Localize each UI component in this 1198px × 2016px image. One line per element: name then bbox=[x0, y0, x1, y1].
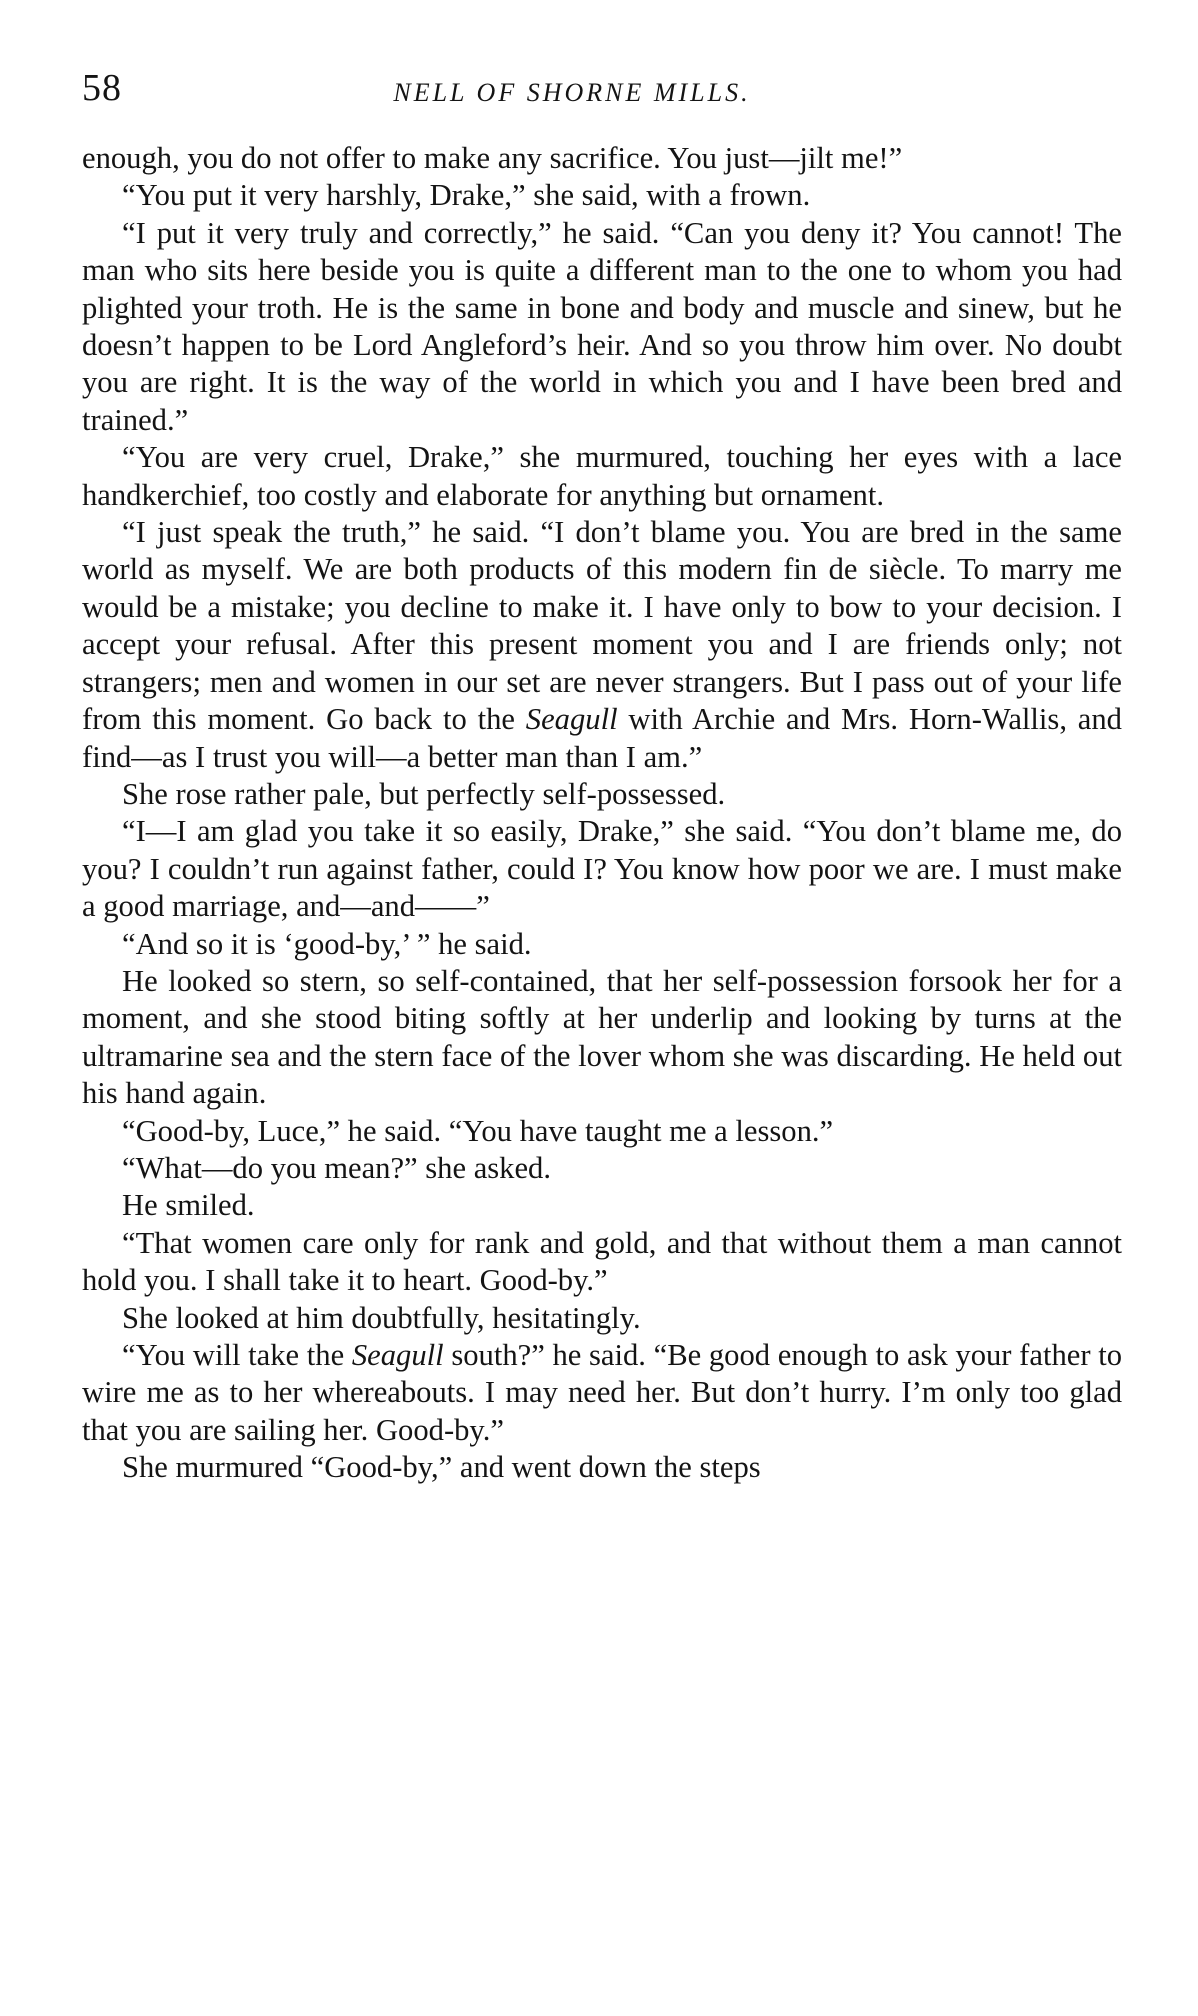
ship-name: Seagull bbox=[351, 1338, 444, 1372]
paragraph: She murmured “Good-by,” and went down the steps bbox=[122, 1450, 761, 1485]
paragraph: He looked so stern, so self-contained, that her self-possession forsook her for a moment, and she stood biting softly at her underlip and looking by turns at the ultramarine sea and the stern face of the lover whom she was discarding. He held out his hand again. bbox=[82, 963, 1122, 1111]
ship-name: Seagull bbox=[525, 702, 618, 737]
paragraph-text: south?” he said. “Be good enough to ask your father to wire me as to her whereabouts. I may need her. But don’t hurry. I’m only too glad that you are sailing her. Good-by.” bbox=[82, 1338, 1122, 1447]
body-text bbox=[82, 140, 1122, 1487]
paragraph: “That women care only for rank and gold, and that without them a man cannot hold you. I shall take it to heart. Good-by.” bbox=[82, 1225, 1122, 1298]
paragraph: “I put it very truly and correctly,” he said. “Can you deny it? You cannot! The man who sits here beside you is quite a different man to the one to whom you had plighted your troth. He is the same in bone and body and muscle and sinew, but he doesn’t happen to be Lord Angleford’s heir. And so you throw him over. No doubt you are right. It is the way of the world in which you and I have been bred and trained.” bbox=[82, 215, 1122, 437]
paragraph: She rose rather pale, but perfectly self-possessed. bbox=[122, 776, 726, 811]
paragraph-text: “You will take the bbox=[122, 1338, 352, 1372]
paragraph bbox=[82, 1337, 1122, 1449]
paragraph: He smiled. bbox=[122, 1188, 255, 1223]
paragraph: “What—do you mean?” she asked. bbox=[122, 1150, 551, 1185]
page-header bbox=[82, 66, 1122, 122]
paragraph: “You put it very harshly, Drake,” she said, with a frown. bbox=[122, 178, 811, 213]
paragraph bbox=[82, 514, 1122, 776]
paragraph-text: with Archie and Mrs. Horn-Wallis, and find—as I trust you will—a better man than I am.” bbox=[82, 702, 1122, 774]
paragraph: She looked at him doubtfully, hesitatingly. bbox=[122, 1300, 641, 1335]
paragraph: “Good-by, Luce,” he said. “You have taught me a lesson.” bbox=[122, 1113, 834, 1148]
paragraph: “And so it is ‘good-by,’ ” he said. bbox=[122, 926, 532, 961]
paragraph: “You are very cruel, Drake,” she murmured, touching her eyes with a lace handkerchief, too costly and elaborate for anything but ornament. bbox=[82, 440, 1122, 512]
paragraph: “I—I am glad you take it so easily, Drake,” she said. “You don’t blame me, do you? I couldn’t run against father, could I? You know how poor we are. I must make a good marriage, and—and——” bbox=[82, 814, 1122, 924]
page-number: 58 bbox=[82, 67, 122, 109]
running-title: NELL OF SHORNE MILLS. bbox=[393, 78, 751, 107]
paragraph: enough, you do not offer to make any sacrifice. You just—jilt me!” bbox=[82, 141, 903, 175]
paragraph-text: “I just speak the truth,” he said. “I don’t blame you. You are bred in the same world as myself. We are both products of this modern fin de siècle. To marry me would be a mistake; you decline to make it. I have only to bow to your decision. I accept your refusal. After this present moment you and I are friends only; not strangers; men and women in our set are never strangers. But I pass out of your life from this moment. Go back to the bbox=[82, 515, 1122, 737]
